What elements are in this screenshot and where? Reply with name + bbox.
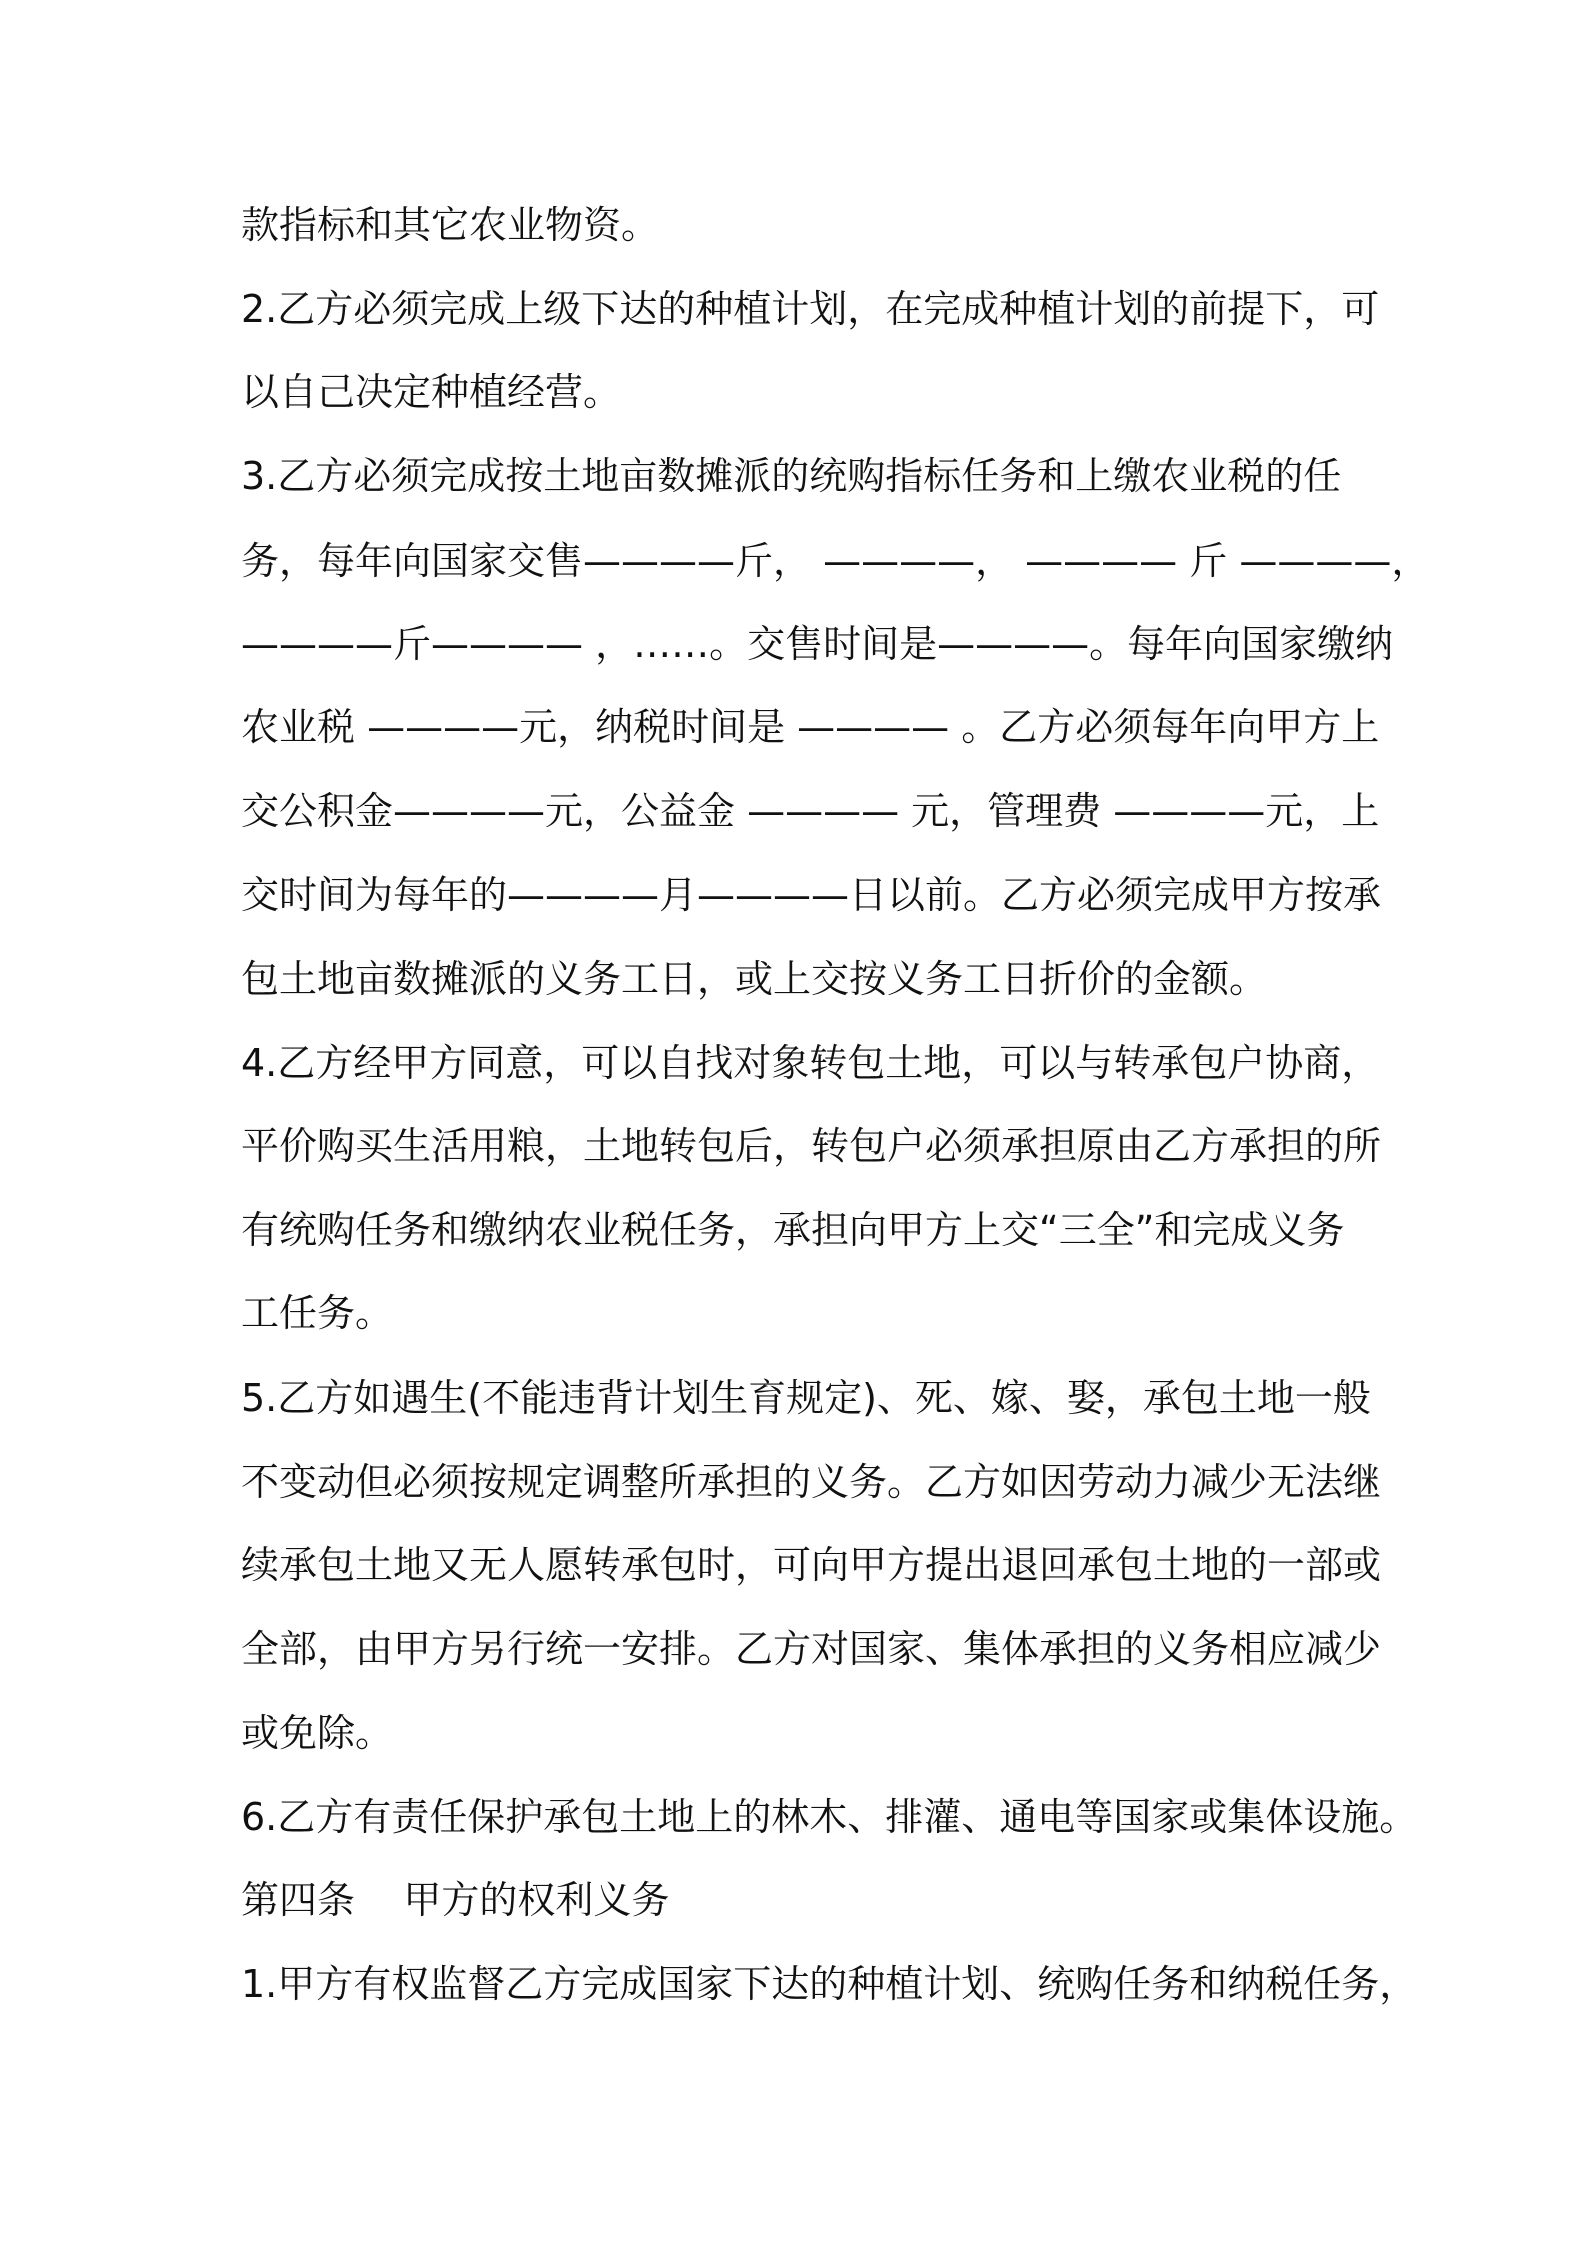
text-line: ————斤———— ，……。交售时间是————。每年向国家缴纳: [241, 622, 1394, 666]
text-line: 续承包土地又无人愿转承包时，可向甲方提出退回承包土地的一部或: [241, 1543, 1382, 1587]
text-line: 包土地亩数摊派的义务工日，或上交按义务工日折价的金额。: [241, 957, 1268, 1001]
text-line: 3.乙方必须完成按土地亩数摊派的统购指标任务和上缴农业税的任: [241, 454, 1342, 498]
text-line: 或免除。: [241, 1711, 394, 1755]
text-line: 4.乙方经甲方同意，可以自找对象转包土地，可以与转承包户协商，: [241, 1041, 1380, 1085]
section-heading: 第四条 甲方的权利义务: [241, 1878, 670, 1922]
text-line: 工任务。: [241, 1291, 394, 1335]
text-line: 款指标和其它农业物资。: [241, 203, 660, 247]
text-line: 不变动但必须按规定调整所承担的义务。乙方如因劳动力减少无法继: [241, 1460, 1382, 1504]
text-line: 5.乙方如遇生(不能违背计划生育规定)、死、嫁、娶，承包土地一般: [241, 1376, 1371, 1420]
text-line: 6.乙方有责任保护承包土地上的林木、排灌、通电等国家或集体设施。: [241, 1795, 1418, 1839]
text-line: 交公积金————元，公益金 ———— 元，管理费 ————元，上: [241, 789, 1380, 833]
text-line: 2.乙方必须完成上级下达的种植计划，在完成种植计划的前提下，可: [241, 287, 1380, 331]
text-line: 1.甲方有权监督乙方完成国家下达的种植计划、统购任务和纳税任务，: [241, 1962, 1418, 2006]
text-line: 农业税 ————元，纳税时间是 ———— 。乙方必须每年向甲方上: [241, 705, 1380, 749]
text-line: 务，每年向国家交售————斤， ————， ———— 斤 ————，: [241, 539, 1430, 583]
text-line: 平价购买生活用粮，土地转包后，转包户必须承担原由乙方承担的所: [241, 1124, 1382, 1168]
text-line: 有统购任务和缴纳农业税任务，承担向甲方上交“三全”和完成义务: [241, 1208, 1345, 1252]
text-line: 交时间为每年的————月————日以前。乙方必须完成甲方按承: [241, 873, 1382, 917]
text-line: 全部，由甲方另行统一安排。乙方对国家、集体承担的义务相应减少: [241, 1627, 1382, 1671]
text-line: 以自己决定种植经营。: [241, 370, 622, 414]
